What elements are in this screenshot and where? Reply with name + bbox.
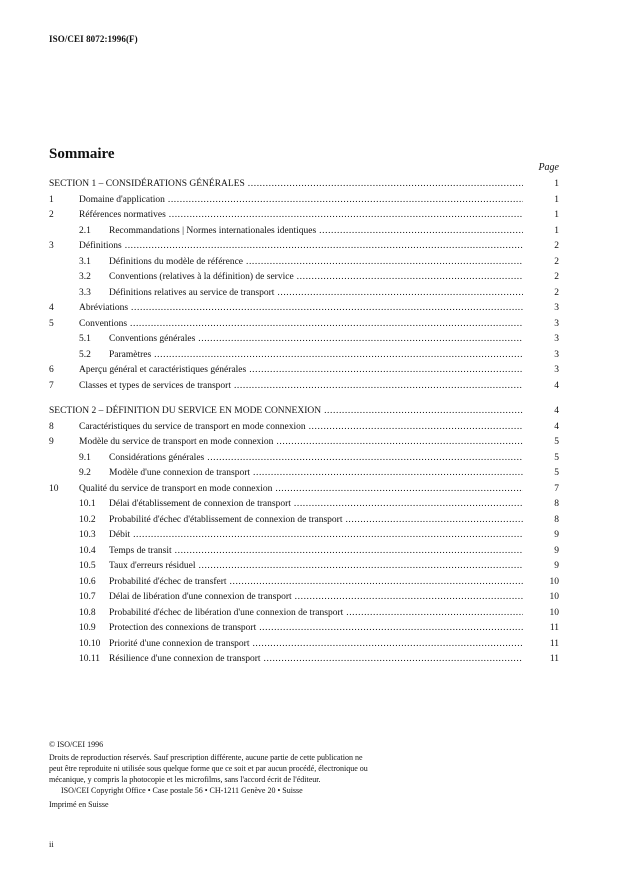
toc-entry-number: 10.8 xyxy=(79,607,96,618)
publisher-address: ISO/CEI Copyright Office • Case postale 56 • CH-1211 Genève 20 • Suisse xyxy=(61,786,303,795)
toc-entry-page: 2 xyxy=(554,272,559,282)
toc-entry[interactable] xyxy=(49,255,559,271)
toc-entry[interactable] xyxy=(49,575,559,591)
toc-entry-title: Modèle d'une connexion de transport ..... xyxy=(109,466,523,482)
toc-entry[interactable] xyxy=(49,317,559,333)
toc-entry[interactable] xyxy=(49,621,559,637)
toc-entry-title: Classes et types de services de transport ..... xyxy=(79,379,523,395)
toc-entry-title: Probabilité d'échec de libération d'une connexion de transport ..... xyxy=(109,606,523,622)
toc-entry-page: 11 xyxy=(549,654,559,664)
toc-entry-title: Caractéristiques du service de transport en mode connexion ..... xyxy=(79,420,523,436)
toc-entry-number: 9.2 xyxy=(79,468,91,478)
toc-entry[interactable] xyxy=(49,559,559,575)
toc-entry-number: 10.11 xyxy=(79,654,101,664)
toc-entry[interactable] xyxy=(49,208,559,224)
toc-entry-number: 3.1 xyxy=(79,256,91,267)
toc-entry-title: Délai de libération d'une connexion de transport ..... xyxy=(109,590,523,606)
toc-entry-number: 5.1 xyxy=(79,334,91,344)
toc-entry-page: 10 xyxy=(549,607,559,618)
toc-entry[interactable] xyxy=(49,466,559,482)
table-of-contents xyxy=(49,177,559,668)
toc-entry-page: 9 xyxy=(554,545,559,556)
toc-entry[interactable] xyxy=(49,482,559,498)
toc-entry-title: Taux d'erreurs résiduel ..... xyxy=(109,559,523,575)
toc-entry[interactable] xyxy=(49,435,559,451)
toc-entry-page: 4 xyxy=(554,380,559,391)
toc-entry-number: 10.6 xyxy=(79,576,96,587)
toc-entry-page: 1 xyxy=(554,194,559,205)
toc-entry-number: 4 xyxy=(49,303,54,313)
toc-entry[interactable] xyxy=(49,528,559,544)
toc-entry[interactable] xyxy=(49,301,559,317)
toc-entry[interactable] xyxy=(49,404,559,420)
toc-entry-number: 10.9 xyxy=(79,623,96,633)
toc-entry-page: 11 xyxy=(549,623,559,633)
toc-entry-title: Protection des connexions de transport ..... xyxy=(109,621,523,637)
toc-entry-title: Aperçu général et caractéristiques générales ..... xyxy=(79,363,523,379)
toc-entry-number: 10.3 xyxy=(79,530,96,540)
toc-entry-number: 10.2 xyxy=(79,514,96,525)
toc-entry-number: 6 xyxy=(49,365,54,375)
toc-entry-page: 9 xyxy=(554,561,559,571)
toc-entry-number: 10.7 xyxy=(79,592,96,602)
toc-entry-title: SECTION 1 – CONSIDÉRATIONS GÉNÉRALES ..... xyxy=(49,177,523,193)
toc-entry-page: 7 xyxy=(554,483,559,494)
toc-entry-title: Priorité d'une connexion de transport ..... xyxy=(109,637,523,653)
toc-entry-page: 4 xyxy=(554,421,559,432)
toc-entry[interactable] xyxy=(49,420,559,436)
toc-entry-page: 3 xyxy=(554,349,559,360)
toc-entry-title: Conventions ..... xyxy=(79,317,523,333)
toc-entry-title: Résilience d'une connexion de transport ..... xyxy=(109,652,523,668)
rights-line-3: mécanique, y compris la photocopie et les microfilms, sans l'accord écrit de l'éditeur. xyxy=(49,775,321,784)
toc-entry-page: 2 xyxy=(554,256,559,267)
rights-line-2: peut être reproduite ni utilisée sous quelque forme que ce soit et par aucun procédé, électronique ou xyxy=(49,764,368,773)
toc-entry[interactable] xyxy=(49,177,559,193)
toc-entry[interactable] xyxy=(49,332,559,348)
toc-entry[interactable] xyxy=(49,544,559,560)
toc-entry[interactable] xyxy=(49,239,559,255)
toc-entry-title: Conventions (relatives à la définition) de service ..... xyxy=(109,270,523,286)
toc-entry-title: Définitions ..... xyxy=(79,239,523,255)
toc-entry[interactable] xyxy=(49,497,559,513)
toc-entry-number: 9 xyxy=(49,437,54,447)
toc-entry-number: 10.10 xyxy=(79,638,101,649)
toc-entry-page: 1 xyxy=(554,210,559,220)
toc-entry-number: 5.2 xyxy=(79,349,91,360)
toc-entry-page: 5 xyxy=(554,452,559,463)
toc-entry-number: 7 xyxy=(49,380,54,391)
toc-entry-number: 9.1 xyxy=(79,452,91,463)
toc-entry-page: 3 xyxy=(554,303,559,313)
toc-entry[interactable] xyxy=(49,637,559,653)
toc-entry-page: 3 xyxy=(554,365,559,375)
toc-entry[interactable] xyxy=(49,379,559,395)
copyright-line: © ISO/CEI 1996 xyxy=(49,740,104,749)
toc-entry-number: 3.2 xyxy=(79,272,91,282)
toc-entry-page: 2 xyxy=(554,241,559,251)
toc-entry-title: Délai d'établissement de connexion de transport ..... xyxy=(109,497,523,513)
toc-entry[interactable] xyxy=(49,193,559,209)
toc-entry-page: 1 xyxy=(554,225,559,236)
toc-entry-page: 10 xyxy=(549,592,559,602)
toc-entry-number: 10.5 xyxy=(79,561,96,571)
toc-entry[interactable] xyxy=(49,652,559,668)
document-code: ISO/CEI 8072:1996(F) xyxy=(49,34,138,44)
toc-entry[interactable] xyxy=(49,606,559,622)
toc-entry-page: 11 xyxy=(549,638,559,649)
toc-entry-title: Qualité du service de transport en mode connexion ..... xyxy=(79,482,523,498)
toc-entry-title: Conventions générales ..... xyxy=(109,332,523,348)
toc-entry-title: Paramètres ..... xyxy=(109,348,523,364)
toc-entry-page: 5 xyxy=(554,468,559,478)
page-column-label: Page xyxy=(538,162,559,173)
toc-entry-title: Recommandations | Normes internationales identiques ..... xyxy=(109,224,523,240)
toc-entry-title: Définitions du modèle de référence ..... xyxy=(109,255,523,271)
toc-entry-page: 3 xyxy=(554,334,559,344)
toc-entry-title: Probabilité d'échec de transfert ..... xyxy=(109,575,523,591)
toc-entry-number: 10.4 xyxy=(79,545,96,556)
page-number: ii xyxy=(49,839,54,849)
toc-entry-number: 1 xyxy=(49,194,54,205)
toc-entry-page: 5 xyxy=(554,437,559,447)
toc-entry-number: 3 xyxy=(49,241,54,251)
toc-entry-page: 8 xyxy=(554,514,559,525)
toc-entry[interactable] xyxy=(49,270,559,286)
toc-entry[interactable] xyxy=(49,363,559,379)
toc-entry-page: 10 xyxy=(549,576,559,587)
toc-entry-title: Domaine d'application ..... xyxy=(79,193,523,209)
toc-entry-title: Abréviations ..... xyxy=(79,301,523,317)
page-title: Sommaire xyxy=(49,146,115,162)
toc-entry-title: Définitions relatives au service de transport ..... xyxy=(109,286,523,302)
toc-entry-number: 3.3 xyxy=(79,287,91,298)
toc-entry-title: SECTION 2 – DÉFINITION DU SERVICE EN MODE CONNEXION ..... xyxy=(49,404,523,420)
toc-entry[interactable] xyxy=(49,451,559,467)
toc-entry-title: Modèle du service de transport en mode connexion ..... xyxy=(79,435,523,451)
toc-entry[interactable] xyxy=(49,590,559,606)
toc-entry-title: Temps de transit ..... xyxy=(109,544,523,560)
printed-in: Imprimé en Suisse xyxy=(49,800,109,809)
toc-entry-page: 2 xyxy=(554,287,559,298)
toc-entry-number: 2 xyxy=(49,210,54,220)
toc-entry[interactable] xyxy=(49,513,559,529)
toc-entry[interactable] xyxy=(49,286,559,302)
toc-entry-title: Débit ..... xyxy=(109,528,523,544)
toc-entry-title: Références normatives ..... xyxy=(79,208,523,224)
toc-entry-page: 1 xyxy=(554,179,559,189)
toc-entry[interactable] xyxy=(49,348,559,364)
rights-line-1: Droits de reproduction réservés. Sauf prescription différente, aucune partie de cette publication ne xyxy=(49,753,363,762)
toc-entry-number: 10 xyxy=(49,483,59,494)
toc-entry[interactable] xyxy=(49,224,559,240)
toc-entry-page: 3 xyxy=(554,318,559,329)
copyright-notice xyxy=(49,739,569,810)
toc-entry-page: 9 xyxy=(554,530,559,540)
toc-entry-number: 2.1 xyxy=(79,225,91,236)
toc-entry-number: 5 xyxy=(49,318,54,329)
toc-entry-number: 10.1 xyxy=(79,499,96,509)
toc-entry-title: Probabilité d'échec d'établissement de connexion de transport ..... xyxy=(109,513,523,529)
toc-entry-page: 8 xyxy=(554,499,559,509)
toc-entry-title: Considérations générales ..... xyxy=(109,451,523,467)
toc-entry-number: 8 xyxy=(49,421,54,432)
toc-entry-page: 4 xyxy=(554,406,559,416)
